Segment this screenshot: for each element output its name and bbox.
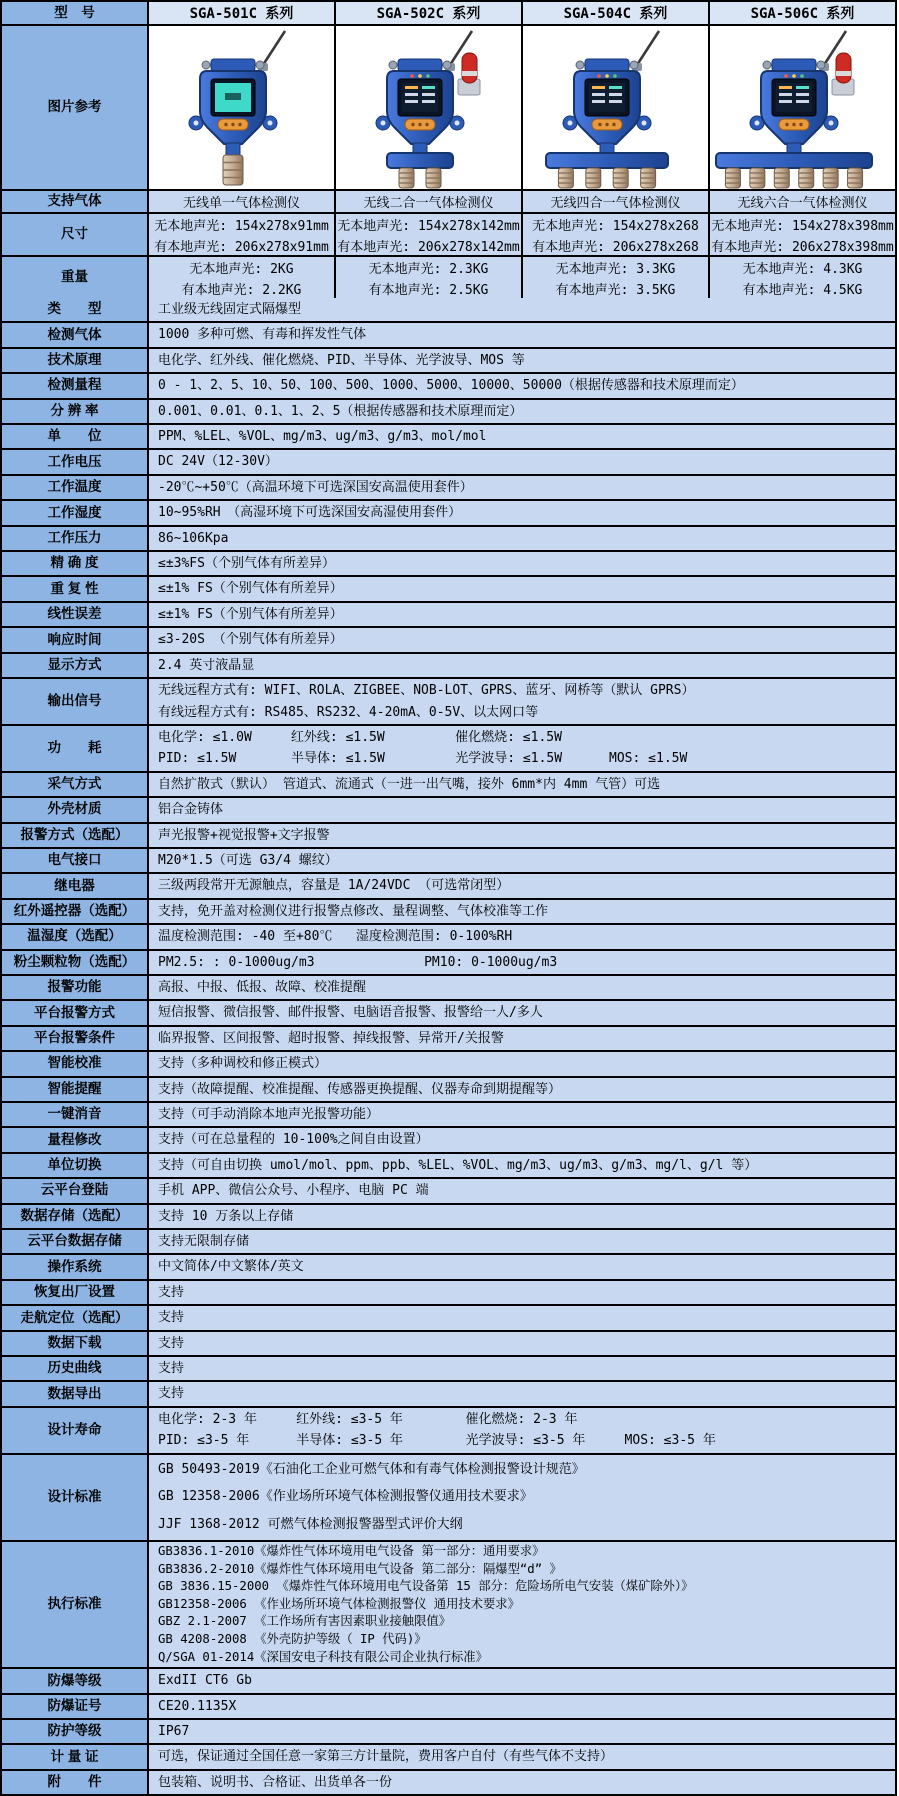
model-header-sga-502c: SGA-502C 系列 [336, 2, 523, 24]
row-value-line: 工业级无线固定式隔爆型 [158, 302, 302, 317]
spec-row-sampling [2, 771, 895, 796]
spec-row-temperature [2, 474, 895, 499]
row-label: 单 位 [2, 425, 149, 448]
row-label: 设计寿命 [2, 1408, 149, 1453]
weight-line: 有本地声光: 2.2KG [181, 283, 302, 299]
row-value-line: 支持，免开盖对检测仪进行报警点修改、量程调整、气体校准等工作 [158, 903, 549, 919]
row-value-line: 手机 APP、微信公众号、小程序、电脑 PC 端 [158, 1183, 429, 1199]
row-label: 数据导出 [2, 1382, 149, 1405]
row-value [149, 679, 895, 724]
weight-row-label: 重量 [2, 257, 149, 298]
row-value [149, 1078, 895, 1101]
row-value-line: 有线远程方式有: RS485、RS232、4-20mA、0-5V、以太网口等 [158, 704, 539, 720]
row-label: 历史曲线 [2, 1357, 149, 1380]
row-value [149, 298, 895, 321]
weight-line: 无本地声光: 2.3KG [368, 262, 489, 277]
row-label: 检测气体 [2, 323, 149, 346]
size-line: 有本地声光: 206x278x268 [532, 240, 699, 256]
row-label: 附 件 [2, 1771, 149, 1794]
row-label: 技术原理 [2, 349, 149, 372]
row-value [149, 1230, 895, 1253]
spec-row-design-std [2, 1453, 895, 1540]
row-label: 粉尘颗粒物（选配） [2, 951, 149, 974]
gas-type-cell: 无线六合一气体检测仪 [710, 191, 895, 212]
row-value-line: ≤±1% FS（个别气体有所差异） [158, 581, 343, 597]
row-label: 防护等级 [2, 1720, 149, 1743]
row-value [149, 323, 895, 346]
row-label: 外壳材质 [2, 798, 149, 821]
spec-row-detect-range [2, 372, 895, 397]
size-cell [710, 214, 895, 255]
spec-row-smart-remind [2, 1076, 895, 1101]
row-value [149, 1720, 895, 1743]
row-value-line: 电化学: ≤1.0W 红外线: ≤1.5W 催化燃烧: ≤1.5W [158, 729, 562, 745]
spec-row-metrology-cert [2, 1743, 895, 1768]
row-value-line: 高报、中报、低报、故障、校准提醒 [158, 979, 367, 995]
spec-row-type [2, 298, 895, 321]
spec-row-cloud-storage [2, 1228, 895, 1253]
gas-detector-illustration [527, 27, 705, 189]
spec-row-repeatability [2, 575, 895, 600]
row-value-line: 短信报警、微信报警、邮件报警、电脑语音报警、报警给一人/多人 [158, 1005, 543, 1021]
row-value-line: 三级两段常开无源触点，容量是 1A/24VDC （可选常闭型） [158, 878, 510, 894]
row-value-line: ≤3-20S （个别气体有所差异） [158, 632, 343, 648]
size-row-label: 尺寸 [2, 214, 149, 255]
row-label: 数据存储（选配） [2, 1205, 149, 1228]
image-row-label: 图片参考 [2, 26, 149, 189]
row-label: 分 辨 率 [2, 400, 149, 423]
row-label: 红外遥控器（选配） [2, 900, 149, 923]
row-value-line: 2.4 英寸液晶显 [158, 657, 255, 673]
row-value-line: GB 3836.15-2000 《爆炸性气体环境用电气设备第 15 部分：危险场所电气安装（煤矿除外）》 [158, 1579, 694, 1594]
row-value-line: 支持 [158, 1310, 185, 1326]
gas-row [2, 189, 895, 212]
spec-row-pressure [2, 525, 895, 550]
row-value-line: PID: ≤3-5 年 半导体: ≤3-5 年 光学波导: ≤3-5 年 MOS: ≤3-5 年 [158, 1433, 716, 1449]
spec-row-accuracy [2, 550, 895, 575]
gas-row-label: 支持气体 [2, 191, 149, 212]
device-image-sga-506c [710, 26, 895, 189]
size-cell [149, 214, 336, 255]
row-value-line: 支持 [158, 1335, 185, 1351]
row-label: 防爆证号 [2, 1695, 149, 1718]
row-value [149, 501, 895, 524]
row-value-line: 支持（多种调校和修正模式） [158, 1056, 328, 1072]
row-value-line: 电化学、红外线、催化燃烧、PID、半导体、光学波导、MOS 等 [158, 352, 525, 368]
model-header-sga-504c: SGA-504C 系列 [523, 2, 710, 24]
row-value-line: 0.001、0.01、0.1、1、2、5（根据传感器和技术原理而定） [158, 403, 523, 419]
row-value-line: 支持（可在总量程的 10-100%之间自由设置） [158, 1132, 429, 1148]
row-value-line: GB 12358-2006《作业场所环境气体检测报警仪通用技术要求》 [158, 1489, 533, 1505]
row-label: 平台报警方式 [2, 1001, 149, 1024]
row-label: 云平台登陆 [2, 1179, 149, 1202]
row-value [149, 773, 895, 796]
spec-row-explosion-cert [2, 1693, 895, 1718]
row-value-line: 支持 [158, 1284, 185, 1300]
row-label: 检测量程 [2, 374, 149, 397]
device-image-sga-502c [336, 26, 523, 189]
spec-row-ir-remote [2, 898, 895, 923]
row-value-line: 支持 10 万条以上存储 [158, 1208, 294, 1224]
row-value [149, 349, 895, 372]
row-label: 防爆等级 [2, 1669, 149, 1692]
row-value [149, 1154, 895, 1177]
size-line: 无本地声光: 154x278x398mm [711, 219, 894, 234]
weight-cell [523, 257, 710, 298]
spec-row-range-modify [2, 1126, 895, 1151]
row-label: 报警方式（选配） [2, 824, 149, 847]
row-label: 线性误差 [2, 603, 149, 626]
row-label: 温湿度（选配） [2, 925, 149, 948]
row-label: 恢复出厂设置 [2, 1281, 149, 1304]
row-value-line: IP67 [158, 1724, 190, 1740]
row-value-line: M20*1.5（可选 G3/4 螺纹） [158, 852, 338, 868]
weight-cell [336, 257, 523, 298]
gas-detector-illustration [340, 27, 518, 189]
row-value-line: 临界报警、区间报警、超时报警、掉线报警、异常开/关报警 [158, 1030, 504, 1046]
row-value-line: 包装箱、说明书、合格证、出货单各一份 [158, 1774, 393, 1790]
row-label: 输出信号 [2, 679, 149, 724]
spec-row-relay [2, 872, 895, 897]
row-value-line: 铝合金铸体 [158, 802, 224, 818]
row-label: 工作温度 [2, 476, 149, 499]
weight-line: 无本地声光: 2KG [189, 262, 294, 277]
row-value-line: PPM、%LEL、%VOL、mg/m3、ug/m3、g/m3、mol/mol [158, 429, 487, 445]
row-value [149, 1281, 895, 1304]
row-value [149, 628, 895, 651]
row-value [149, 552, 895, 575]
row-value [149, 476, 895, 499]
row-label: 采气方式 [2, 773, 149, 796]
row-label: 执行标准 [2, 1542, 149, 1667]
weight-line: 无本地声光: 3.3KG [555, 262, 676, 277]
gas-type-cell: 无线单一气体检测仪 [149, 191, 336, 212]
row-value [149, 1179, 895, 1202]
spec-row-voltage [2, 448, 895, 473]
row-value [149, 849, 895, 872]
row-label: 工作压力 [2, 527, 149, 550]
row-value-line: DC 24V（12-30V） [158, 454, 278, 470]
spec-row-linearity [2, 601, 895, 626]
row-value [149, 654, 895, 677]
row-value [149, 1103, 895, 1126]
row-value-line: GB3836.1-2010《爆炸性气体环境用电气设备 第一部分：通用要求》 [158, 1544, 545, 1559]
size-line: 有本地声光: 206x278x142mm [337, 240, 520, 256]
spec-row-mute [2, 1101, 895, 1126]
spec-row-data-storage [2, 1203, 895, 1228]
row-label: 操作系统 [2, 1255, 149, 1278]
row-value-line: 10~95%RH （高湿环境下可选深国安高湿使用套件） [158, 505, 462, 521]
row-value [149, 450, 895, 473]
row-value-line: 支持（可自由切换 umol/mol、ppm、ppb、%LEL、%VOL、mg/m3、ug/m3、g/m3、mg/l、g/l 等） [158, 1157, 758, 1173]
spec-row-shell [2, 796, 895, 821]
row-label: 单位切换 [2, 1154, 149, 1177]
spec-row-response-time [2, 626, 895, 651]
row-value-line: CE20.1135X [158, 1698, 237, 1714]
spec-row-electric-port [2, 847, 895, 872]
row-value-line: 支持（故障提醒、校准提醒、传感器更换提醒、仪器寿命到期提醒等） [158, 1081, 562, 1097]
size-cell [523, 214, 710, 255]
weight-cell [710, 257, 895, 298]
row-value-line: PM2.5: : 0-1000ug/m3 PM10: 0-1000ug/m3 [158, 954, 558, 970]
row-value-line: 支持 [158, 1361, 185, 1377]
size-line: 无本地声光: 154x278x268 [532, 219, 699, 234]
row-value [149, 374, 895, 397]
row-value [149, 1332, 895, 1355]
row-value-line: 0 - 1、2、5、10、50、100、500、1000、5000、10000、50000（根据传感器和技术原理而定） [158, 378, 744, 394]
size-line: 无本地声光: 154x278x142mm [337, 219, 520, 234]
row-label: 功 耗 [2, 726, 149, 771]
row-value [149, 1695, 895, 1718]
row-value [149, 1771, 895, 1794]
spec-row-explosion-grade [2, 1667, 895, 1692]
row-value-line: GB 4208-2008 《外壳防护等级（ IP 代码)》 [158, 1632, 427, 1647]
row-label: 精 确 度 [2, 552, 149, 575]
spec-row-smart-cal [2, 1050, 895, 1075]
spec-rows [2, 298, 895, 1794]
row-label: 工作电压 [2, 450, 149, 473]
spec-row-detect-gas [2, 321, 895, 346]
spec-row-data-export [2, 1380, 895, 1405]
gas-detector-illustration [153, 27, 331, 189]
row-value [149, 527, 895, 550]
row-label: 智能校准 [2, 1052, 149, 1075]
row-value-line: ≤±1% FS（个别气体有所差异） [158, 606, 343, 622]
row-value [149, 577, 895, 600]
row-value [149, 1382, 895, 1405]
weight-row [2, 255, 895, 298]
size-line: 有本地声光: 206x278x91mm [154, 240, 329, 256]
spec-row-dust-opt [2, 949, 895, 974]
row-value-line: 无线远程方式有: WIFI、ROLA、ZIGBEE、NOB-LOT、GPRS、蓝牙、网桥等（默认 GPRS） [158, 683, 695, 699]
spec-row-alarm-mode [2, 822, 895, 847]
row-label: 报警功能 [2, 976, 149, 999]
row-value [149, 1542, 895, 1667]
row-value [149, 1027, 895, 1050]
spec-row-cloud-login [2, 1177, 895, 1202]
spec-row-accessories [2, 1769, 895, 1794]
spec-row-data-download [2, 1330, 895, 1355]
row-label: 显示方式 [2, 654, 149, 677]
row-value [149, 1669, 895, 1692]
header-label: 型 号 [2, 2, 149, 24]
row-value [149, 1128, 895, 1151]
row-value [149, 798, 895, 821]
weight-line: 有本地声光: 4.5KG [742, 283, 863, 299]
row-value-line: 支持 [158, 1386, 185, 1402]
spec-row-tech-principle [2, 347, 895, 372]
row-value-line: 中文简体/中文繁体/英文 [158, 1259, 304, 1275]
device-image-sga-501c [149, 26, 336, 189]
gas-detector-illustration [714, 27, 892, 189]
spec-row-factory-reset [2, 1279, 895, 1304]
row-value [149, 874, 895, 897]
spec-row-display [2, 652, 895, 677]
spec-row-platform-alarm [2, 999, 895, 1024]
row-label: 量程修改 [2, 1128, 149, 1151]
spec-row-humidity [2, 499, 895, 524]
weight-line: 有本地声光: 2.5KG [368, 283, 489, 299]
row-value-line: 可选，保证通过全国任意一家第三方计量院，费用客户自付（有些气体不支持） [158, 1749, 614, 1765]
model-header-sga-506c: SGA-506C 系列 [710, 2, 895, 24]
size-cell [336, 214, 523, 255]
device-image-sga-504c [523, 26, 710, 189]
row-value [149, 951, 895, 974]
weight-cell [149, 257, 336, 298]
row-value-line: Q/SGA 01-2014《深国安电子科技有限公司企业执行标准》 [158, 1649, 488, 1664]
spec-row-unit [2, 423, 895, 448]
row-value-line: 1000 多种可燃、有毒和挥发性气体 [158, 327, 367, 343]
weight-line: 有本地声光: 3.5KG [555, 283, 676, 299]
row-value [149, 1255, 895, 1278]
spec-row-os [2, 1253, 895, 1278]
row-label: 云平台数据存储 [2, 1230, 149, 1253]
row-value-line: GB 50493-2019《石油化工企业可燃气体和有毒气体检测报警设计规范》 [158, 1461, 585, 1477]
row-value-line: 支持无限制存储 [158, 1234, 250, 1250]
row-label: 计 量 证 [2, 1745, 149, 1768]
spec-row-power [2, 724, 895, 771]
row-value-line: 电化学: 2-3 年 红外线: ≤3-5 年 催化燃烧: 2-3 年 [158, 1411, 578, 1427]
row-value [149, 900, 895, 923]
row-label: 响应时间 [2, 628, 149, 651]
row-value [149, 925, 895, 948]
row-label: 重 复 性 [2, 577, 149, 600]
size-row [2, 212, 895, 255]
row-value [149, 1745, 895, 1768]
row-label: 设计标准 [2, 1455, 149, 1540]
row-value-line: 温度检测范围: -40 至+80℃ 湿度检测范围: 0-100%RH [158, 929, 513, 945]
row-value [149, 1306, 895, 1329]
size-line: 无本地声光: 154x278x91mm [154, 219, 329, 234]
spec-row-navigation [2, 1304, 895, 1329]
row-value-line: 声光报警+视觉报警+文字报警 [158, 827, 330, 843]
gas-type-cell: 无线四合一气体检测仪 [523, 191, 710, 212]
row-value [149, 726, 895, 771]
image-row [2, 24, 895, 189]
row-label: 继电器 [2, 874, 149, 897]
row-value-line: ≤±3%FS（个别气体有所差异） [158, 556, 335, 572]
row-value [149, 1052, 895, 1075]
row-value-line: GB3836.2-2010《爆炸性气体环境用电气设备 第二部分：隔爆型“d” 》 [158, 1561, 562, 1576]
spec-row-alarm-func [2, 974, 895, 999]
spec-row-temp-humi-opt [2, 923, 895, 948]
row-value-line: JJF 1368-2012 可燃气体检测报警器型式评价大纲 [158, 1517, 463, 1533]
weight-line: 无本地声光: 4.3KG [742, 262, 863, 277]
row-value-line: 支持（可手动消除本地声光报警功能） [158, 1107, 380, 1122]
row-label: 数据下载 [2, 1332, 149, 1355]
spec-row-resolution [2, 398, 895, 423]
row-value [149, 976, 895, 999]
spec-row-history-curve [2, 1355, 895, 1380]
row-value-line: ExdII CT6 Gb [158, 1673, 252, 1689]
row-value-line: GBZ 2.1-2007 《工作场所有害因素职业接触限值》 [158, 1614, 451, 1629]
header-row [2, 2, 895, 24]
model-header-sga-501c: SGA-501C 系列 [149, 2, 336, 24]
row-label: 走航定位（选配） [2, 1306, 149, 1329]
row-value-line: GB12358-2006 《作业场所环境气体检测报警仪 通用技术要求》 [158, 1596, 520, 1611]
row-value [149, 1357, 895, 1380]
row-value [149, 1205, 895, 1228]
spec-row-platform-cond [2, 1025, 895, 1050]
row-label: 工作湿度 [2, 501, 149, 524]
row-label: 平台报警条件 [2, 1027, 149, 1050]
spec-row-output-signal [2, 677, 895, 724]
row-value [149, 824, 895, 847]
spec-row-protection-grade [2, 1718, 895, 1743]
gas-type-cell: 无线二合一气体检测仪 [336, 191, 523, 212]
row-value [149, 400, 895, 423]
row-value [149, 603, 895, 626]
row-value-line: -20℃~+50℃（高温环境下可选深国安高温使用套件） [158, 479, 473, 495]
row-label: 电气接口 [2, 849, 149, 872]
row-label: 类 型 [2, 298, 149, 321]
row-label: 一键消音 [2, 1103, 149, 1126]
row-value [149, 1455, 895, 1540]
row-value [149, 1001, 895, 1024]
row-value [149, 425, 895, 448]
row-value-line: PID: ≤1.5W 半导体: ≤1.5W 光学波导: ≤1.5W MOS: ≤1.5W [158, 751, 688, 767]
size-line: 有本地声光: 206x278x398mm [711, 240, 894, 256]
spec-row-design-life [2, 1406, 895, 1453]
spec-row-unit-switch [2, 1152, 895, 1177]
row-label: 智能提醒 [2, 1078, 149, 1101]
row-value-line: 86~106Kpa [158, 530, 229, 546]
row-value-line: 自然扩散式（默认） 管道式、流通式（一进一出气嘴，接外 6mm*内 4mm 气管）可选 [158, 776, 661, 792]
row-value [149, 1408, 895, 1453]
